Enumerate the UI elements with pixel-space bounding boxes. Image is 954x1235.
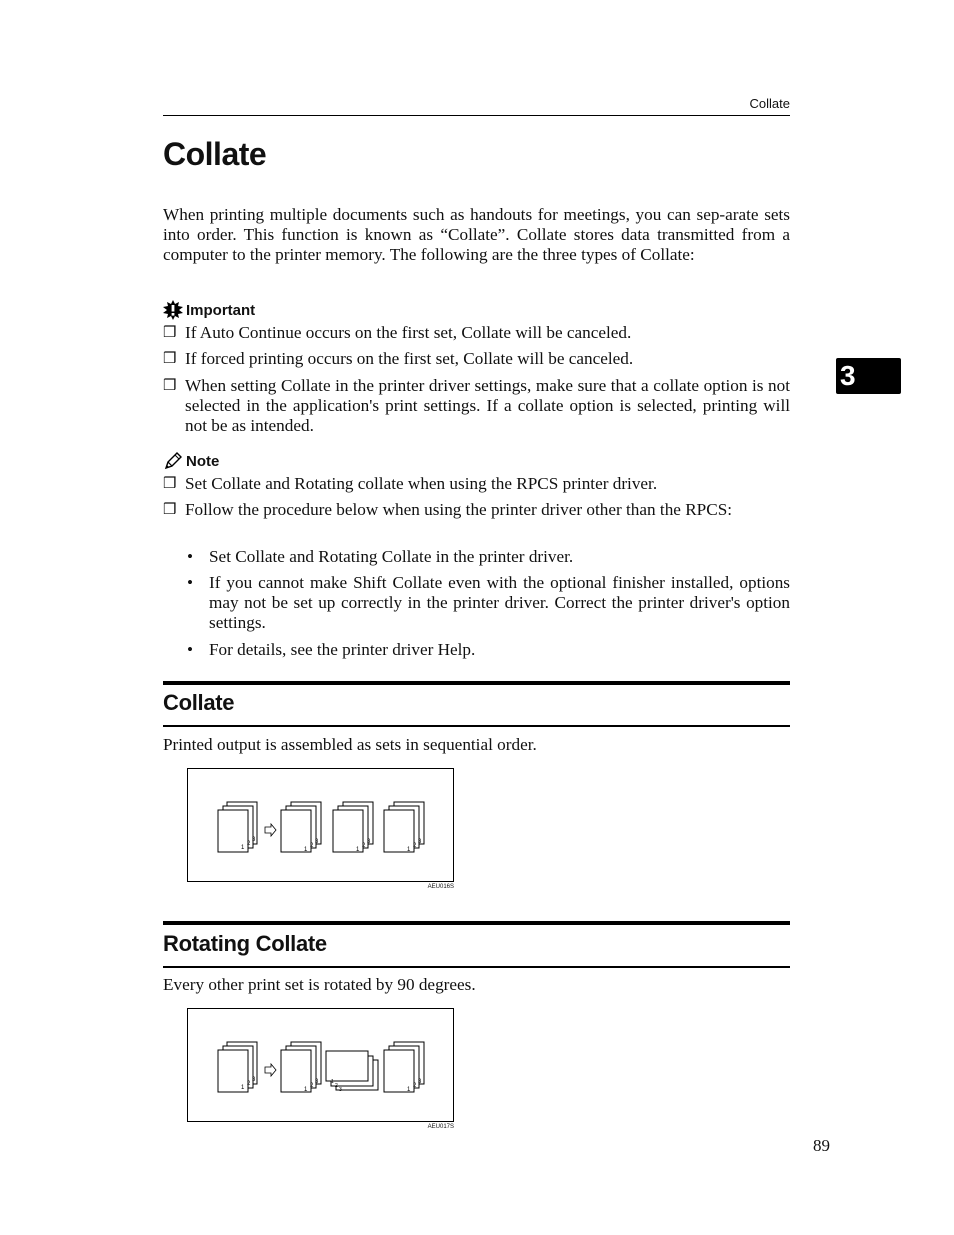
important-icon [163, 300, 183, 320]
page-label: 1 [356, 847, 360, 853]
checkbox-icon: ❒ [163, 325, 177, 341]
bullet-icon: • [187, 547, 194, 566]
page-label: 3 [367, 839, 371, 845]
page-label: 3 [252, 837, 256, 843]
page-label: 1 [407, 847, 411, 853]
collate-figure [187, 768, 454, 882]
checkbox-icon: ❒ [163, 476, 177, 492]
page-label: 2 [247, 1081, 251, 1087]
page-label: 2 [310, 843, 314, 849]
page-label: 3 [418, 1079, 422, 1085]
section-rule-top [163, 921, 790, 925]
collate-diagram [188, 769, 455, 883]
checkbox-icon: ❒ [163, 351, 177, 367]
important-title: Important [186, 301, 256, 319]
chapter-tab: 3 [836, 358, 901, 394]
important-item: ❒ If Auto Continue occurs on the first set, Collate will be canceled. [163, 323, 632, 342]
page-label: 2 [362, 843, 366, 849]
page-label: 1 [304, 847, 308, 853]
arrow-icon [265, 1064, 276, 1076]
page-label: 3 [339, 1087, 342, 1093]
page-label: 1 [331, 1079, 334, 1085]
page-label: 2 [413, 1083, 417, 1089]
page-number: 89 [813, 1136, 830, 1155]
checkbox-icon: ❒ [163, 378, 177, 394]
page-label: 3 [252, 1077, 256, 1083]
rotating-collate-figure [187, 1008, 454, 1122]
important-item: ❒ If forced printing occurs on the first set, Collate will be canceled. [163, 349, 634, 368]
page-label: 3 [315, 839, 319, 845]
page-label: 1 [241, 845, 245, 851]
figure-code: AEU017S [427, 1124, 454, 1130]
section-description: Printed output is assembled as sets in sequential order. [163, 735, 537, 754]
page-stack [218, 1042, 257, 1092]
section-description: Every other print set is rotated by 90 degrees. [163, 975, 476, 994]
note-title: Note [186, 452, 220, 470]
section-title-collate: Collate [163, 690, 235, 715]
important-heading [163, 300, 255, 320]
figure-code: AEU016S [427, 884, 454, 890]
arrow-icon [265, 824, 276, 836]
page-label: 1 [241, 1085, 245, 1091]
section-rule-top [163, 681, 790, 685]
pencil-icon [163, 451, 183, 471]
note-bullet: • Set Collate and Rotating Collate in the printer driver. [187, 547, 574, 566]
section-title-rotating-collate: Rotating Collate [163, 931, 327, 956]
intro-paragraph: When printing multiple documents such as handouts for meetings, you can sep-arate sets into order. This function is known as “Collate”. Collate stores data transmitted from a computer to the printer memory. The following are the three types of Collate: [163, 205, 790, 264]
section-rule-bottom [163, 725, 790, 727]
note-heading [163, 451, 219, 471]
running-header: Collate [749, 96, 790, 111]
page-label: 1 [304, 1087, 308, 1093]
bullet-icon: • [187, 573, 194, 592]
note-item: ❒ Follow the procedure below when using the printer driver other than the RPCS: [163, 500, 733, 519]
note-item: ❒ Set Collate and Rotating collate when using the RPCS printer driver. [163, 474, 658, 493]
page-label: 2 [413, 843, 417, 849]
page-title: Collate [163, 136, 267, 172]
page-stack [218, 802, 257, 852]
page-label: 1 [407, 1087, 411, 1093]
section-rule-bottom [163, 966, 790, 968]
note-bullet: • If you cannot make Shift Collate even with the optional finisher installed, options may not be set up correctly in the printer driver. Correct the printer driver's option settings. [187, 573, 790, 632]
page-label: 2 [310, 1083, 314, 1089]
rotating-collate-diagram [188, 1009, 455, 1123]
page-label: 2 [335, 1083, 338, 1089]
checkbox-icon: ❒ [163, 502, 177, 518]
rotated-page-stack [326, 1051, 378, 1090]
note-bullet: • For details, see the printer driver Help. [187, 640, 476, 659]
page-label: 2 [247, 841, 251, 847]
page-label: 3 [418, 839, 422, 845]
bullet-icon: • [187, 640, 194, 659]
page-label: 3 [315, 1079, 319, 1085]
header-rule [163, 115, 790, 116]
important-item: ❒ When setting Collate in the printer driver settings, make sure that a collate option is not selected in the application's print settings. If a collate option is selected, printing will not be as intended. [163, 376, 790, 435]
